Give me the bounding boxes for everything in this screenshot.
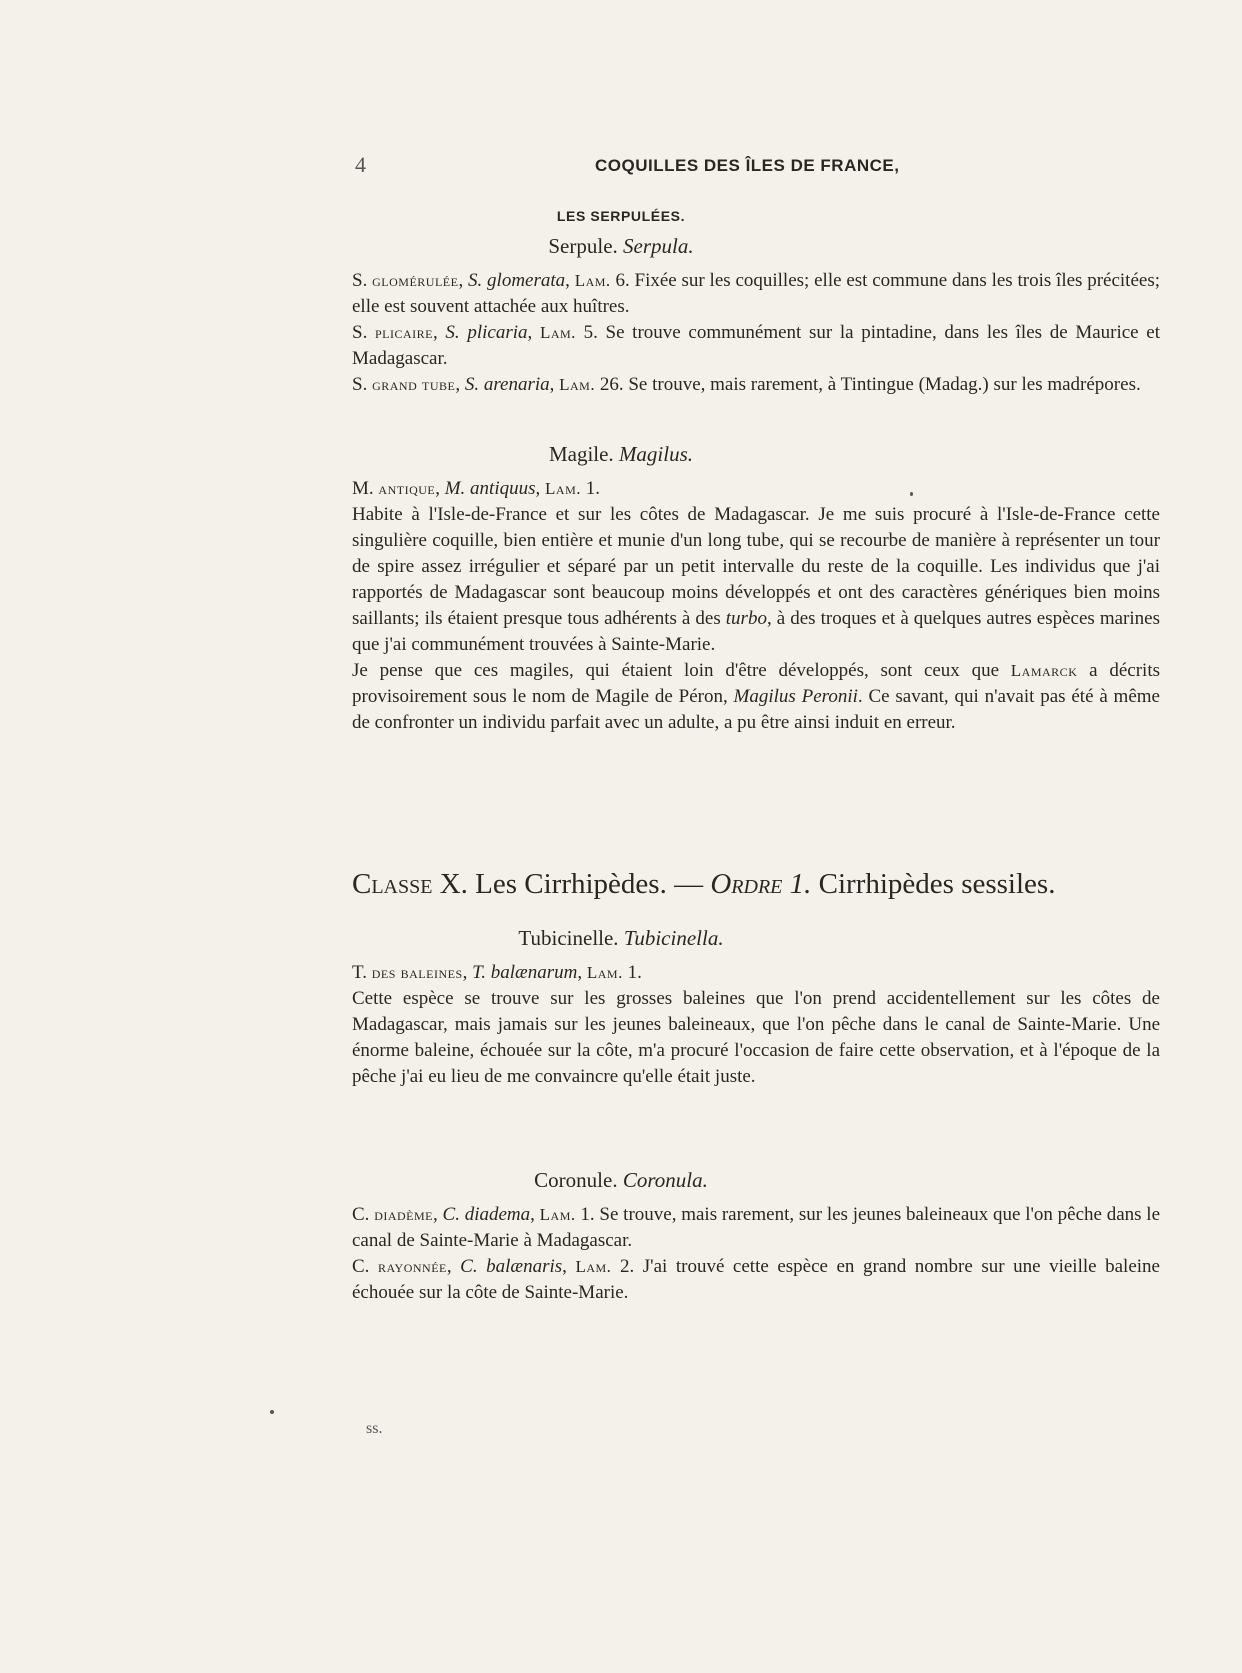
genus-heading-serpula	[0, 234, 1242, 259]
species-entry: S. glomérulée, S. glomerata, Lam. 6. Fixée sur les coquilles; elle est commune dans les trois îles précitées; elle est souvent attachée aux huîtres.	[352, 270, 1161, 317]
genus-heading-tubicinella	[0, 926, 1242, 951]
genus-french-name: Serpule.	[548, 234, 618, 258]
species-entry: S. grand tube, S. arenaria, Lam. 26. Se trouve, mais rarement, à Tintingue (Madag.) sur les madrépores.	[352, 374, 1141, 395]
running-title: COQUILLES DES ÎLES DE FRANCE,	[595, 156, 900, 175]
species-entry: M. antique, M. antiquus, Lam. 1.	[352, 478, 600, 499]
serpula-entries	[352, 268, 1160, 398]
species-entry: T. des baleines, T. balænarum, Lam. 1.	[352, 962, 642, 983]
genus-heading-coronula	[0, 1168, 1242, 1193]
species-entry: S. plicaire, S. plicaria, Lam. 5. Se trouve communément sur la pintadine, dans les îles de Maurice et Madagascar.	[352, 322, 1160, 369]
page-header	[355, 150, 1155, 180]
genus-latin-name: Serpula.	[623, 234, 694, 258]
ink-speck	[270, 1410, 274, 1414]
paragraph: Je pense que ces magiles, qui étaient loin d'être développés, sont ceux que Lamarck a décrits provisoirement sous le nom de Magile de Péron, Magilus Peronii. Ce savant, qui n'avait pas été à même de confronter un individu parfait avec un adulte, a pu être ainsi induit en erreur.	[352, 660, 1160, 733]
coronula-entries	[352, 1202, 1160, 1306]
page-number: 4	[355, 152, 366, 177]
genus-french-name: Tubicinelle.	[518, 926, 619, 950]
class-heading: Classe X. Les Cirrhipèdes. — Ordre 1. Cirrhipèdes sessiles.	[352, 868, 1056, 900]
species-entry: C. rayonnée, C. balænaris, Lam. 2. J'ai trouvé cette espèce en grand nombre sur une vieille baleine échouée sur la côte de Sainte-Marie.	[352, 1256, 1160, 1303]
tubicinella-entries	[352, 960, 1160, 1090]
genus-latin-name: Coronula.	[622, 1168, 708, 1192]
paragraph: Cette espèce se trouve sur les grosses baleines que l'on prend accidentellement sur les côtes de Madagascar, mais jamais sur les jeunes baleineaux, que l'on pêche dans le canal de Sainte-Marie. Une énorme baleine, échouée sur la côte, m'a procuré l'occasion de faire cette observation, et à l'époque de la pêche j'ai eu lieu de me convaincre qu'elle était juste.	[352, 988, 1160, 1087]
genus-french-name: Magile.	[548, 442, 614, 466]
signature-mark: ss.	[366, 1420, 383, 1437]
genus-latin-name: Tubicinella.	[623, 926, 724, 950]
section-title: LES SERPULÉES.	[556, 208, 686, 224]
genus-heading-magilus	[0, 442, 1242, 467]
genus-latin-name: Magilus.	[618, 442, 694, 466]
genus-french-name: Coronule.	[534, 1168, 618, 1192]
paragraph: Habite à l'Isle-de-France et sur les côtes de Madagascar. Je me suis procuré à l'Isle-de-France cette singulière coquille, bien entière et munie d'un long tube, qui se recourbe de manière à représenter un tour de spire assez irrégulier et séparé par un petit intervalle du reste de la coquille. Les individus que j'ai rapportés de Madagascar sont beaucoup moins développés et ont des caractères génériques bien moins saillants; ils étaient presque tous adhérents à des turbo, à des troques et à quelques autres espèces marines que j'ai communément trouvées à Sainte-Marie.	[352, 504, 1160, 655]
species-entry: C. diadème, C. diadema, Lam. 1. Se trouve, mais rarement, sur les jeunes baleineaux que l'on pêche dans le canal de Sainte-Marie à Madagascar.	[352, 1204, 1161, 1251]
ink-speck	[910, 492, 913, 496]
magilus-entries	[352, 476, 1160, 736]
